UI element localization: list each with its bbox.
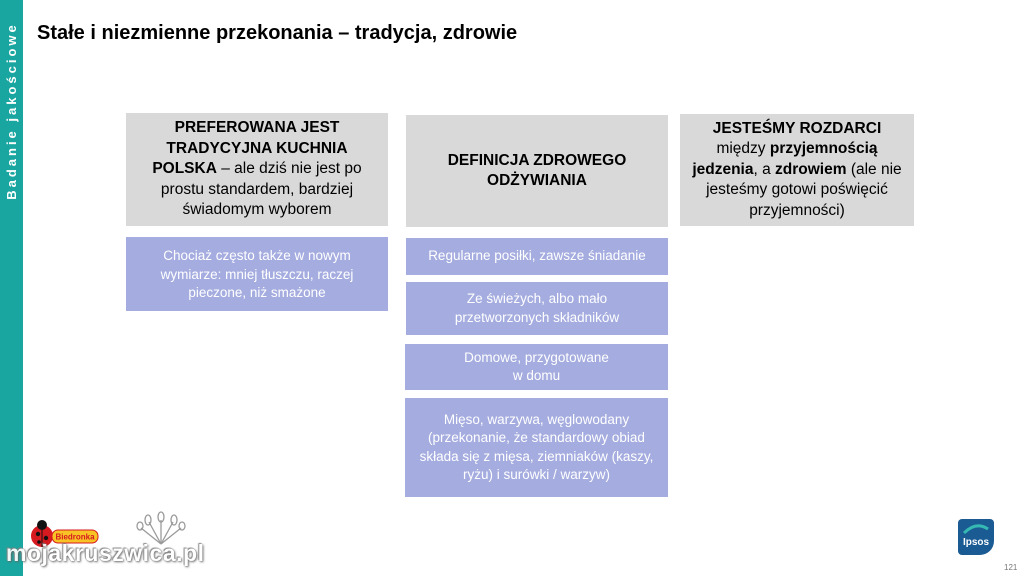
col2-item-text: Regularne posiłki, zawsze śniadanie xyxy=(428,248,646,264)
col2-item-text: Mięso, warzywa, węglowodany (przekonanie, że standardowy obiad składa się z mięsa, ziemniaków (kaszy, ryżu) i surówki / warzyw) xyxy=(419,411,654,482)
col2-item xyxy=(405,398,668,497)
col3-header-t2: , a xyxy=(753,160,776,178)
page-number: 121 xyxy=(1004,563,1018,572)
ipsos-logo xyxy=(958,519,994,555)
col3-header-t3: (ale nie jesteśmy gotowi poświęcić przyjemności) xyxy=(706,160,902,219)
col3-header-bold1: JESTEŚMY ROZDARCI xyxy=(712,119,882,137)
col3-header-t1: między xyxy=(716,140,770,158)
col1-item xyxy=(126,237,388,311)
ipsos-swoosh-icon xyxy=(958,519,994,537)
col1-header-rest: – ale dziś nie jest po prostu standardem, bardziej świadomym wyborem xyxy=(160,160,362,219)
slide-title: Stałe i niezmienne przekonania – tradycja, zdrowie xyxy=(37,22,518,44)
col3-header xyxy=(680,114,914,226)
col1-item-text: Chociaż często także w nowym wymiarze: mniej tłuszczu, raczej pieczone, niż smażone xyxy=(160,248,354,300)
ipsos-logo-text: Ipsos xyxy=(962,537,990,548)
col2-item xyxy=(405,344,668,390)
side-label: Badanie jakościowe xyxy=(4,22,19,200)
col2-header-text: DEFINICJA ZDROWEGO ODŻYWIANIA xyxy=(447,151,627,189)
col2-item xyxy=(406,282,668,335)
col1-header-bold: PREFEROWANA JEST TRADYCYJNA KUCHNIA POLSKA xyxy=(152,119,348,178)
col2-item-text: Ze świeżych, albo mało przetworzonych składników xyxy=(454,291,620,325)
col2-item-text: Domowe, przygotowane w domu xyxy=(464,349,609,383)
col2-header xyxy=(406,115,668,227)
col1-header xyxy=(126,113,388,226)
col3-header-bold2: przyjemnością jedzenia xyxy=(692,140,878,178)
side-bar xyxy=(0,0,23,576)
col2-item xyxy=(406,238,668,275)
col3-header-bold3: zdrowiem xyxy=(775,160,847,178)
biedronka-logo-text: Biedronka xyxy=(55,532,95,542)
watermark: mojakruszwica.pl xyxy=(6,540,205,566)
